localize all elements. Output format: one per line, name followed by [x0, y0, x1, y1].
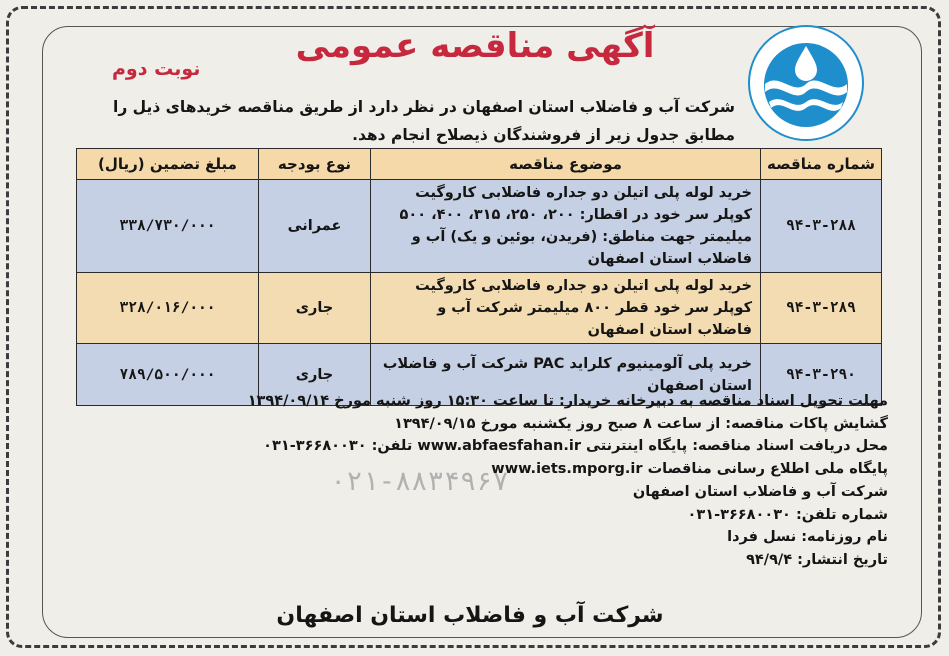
portal-line: پایگاه ملی اطلاع رسانی مناقصات www.iets.mporg.ir	[491, 461, 888, 478]
tender-number: ۹۴-۳-۲۸۹	[761, 273, 882, 344]
budget-type: عمرانی	[259, 180, 371, 273]
tender-subject: خرید لوله پلی اتیلن دو جداره فاضلابی کاروگیت کوپلر سر خود در اقطار: ۲۰۰، ۲۵۰، ۳۱۵، ۴۰۰، ۵۰۰ میلیمتر جهت مناطق: (فریدن، بوئین و یک) آب و فاضلاب استان اصفهان	[371, 180, 761, 273]
tender-number: ۹۴-۳-۲۸۸	[761, 180, 882, 273]
footer-company: شرکت آب و فاضلاب استان اصفهان	[276, 603, 664, 628]
phone-line: شماره تلفن: ۳۶۶۸۰۰۳۰-۰۳۱	[687, 506, 888, 523]
publish-date-line: تاریخ انتشار: ۹۴/۹/۴	[746, 551, 888, 568]
guarantee-amount: ۷۸۹/۵۰۰/۰۰۰	[77, 344, 259, 406]
header-guarantee: مبلغ تضمین (ریال)	[77, 149, 259, 180]
header-subject: موضوع مناقصه	[371, 149, 761, 180]
guarantee-amount: ۳۳۸/۷۳۰/۰۰۰	[77, 180, 259, 273]
tender-table	[76, 148, 882, 406]
header-number: شماره مناقصه	[761, 149, 882, 180]
page-title: آگهی مناقصه عمومی	[295, 26, 655, 66]
budget-type: جاری	[259, 273, 371, 344]
tender-number: ۹۴-۳-۲۹۰	[761, 344, 882, 406]
budget-type: جاری	[259, 344, 371, 406]
tender-subject: خرید پلی آلومینیوم کلراید PAC شرکت آب و فاضلاب استان اصفهان	[371, 344, 761, 406]
opening-line: گشایش پاکات مناقصه: از ساعت ۸ صبح روز یکشنبه مورخ ۱۳۹۴/۰۹/۱۵	[394, 415, 888, 432]
details-block	[247, 390, 888, 572]
table-header-row	[77, 149, 882, 180]
tender-subject: خرید لوله پلی اتیلن دو جداره فاضلابی کاروگیت کوپلر سر خود قطر ۸۰۰ میلیمتر شرکت آب و فاضلاب استان اصفهان	[371, 273, 761, 344]
documents-line: محل دریافت اسناد مناقصه: پایگاه اینترنتی www.abfaesfahan.ir تلفن: ۳۶۶۸۰۰۳۰-۰۳۱	[263, 438, 888, 455]
header-budget: نوع بودجه	[259, 149, 371, 180]
round-label: نوبت دوم	[112, 58, 201, 80]
intro-paragraph: شرکت آب و فاضلاب استان اصفهان در نظر دارد از طریق مناقصه خریدهای ذیل را مطابق جدول زیر از فروشندگان ذیصلاح انجام دهد.	[113, 98, 735, 144]
company-line: شرکت آب و فاضلاب استان اصفهان	[632, 483, 888, 500]
newspaper-line: نام روزنامه: نسل فردا	[727, 529, 888, 546]
guarantee-amount: ۳۲۸/۰۱۶/۰۰۰	[77, 273, 259, 344]
table-row	[77, 273, 882, 344]
large-phone-number: ۰۲۱-۸۸۳۴۹۶۷	[330, 466, 509, 497]
deadline-line: مهلت تحویل اسناد مناقصه به دبیرخانه خریدار: تا ساعت ۱۵:۳۰ روز شنبه مورخ ۱۳۹۴/۰۹/۱۴	[247, 393, 888, 409]
water-wave-logo-icon	[745, 22, 867, 144]
table-row	[77, 180, 882, 273]
